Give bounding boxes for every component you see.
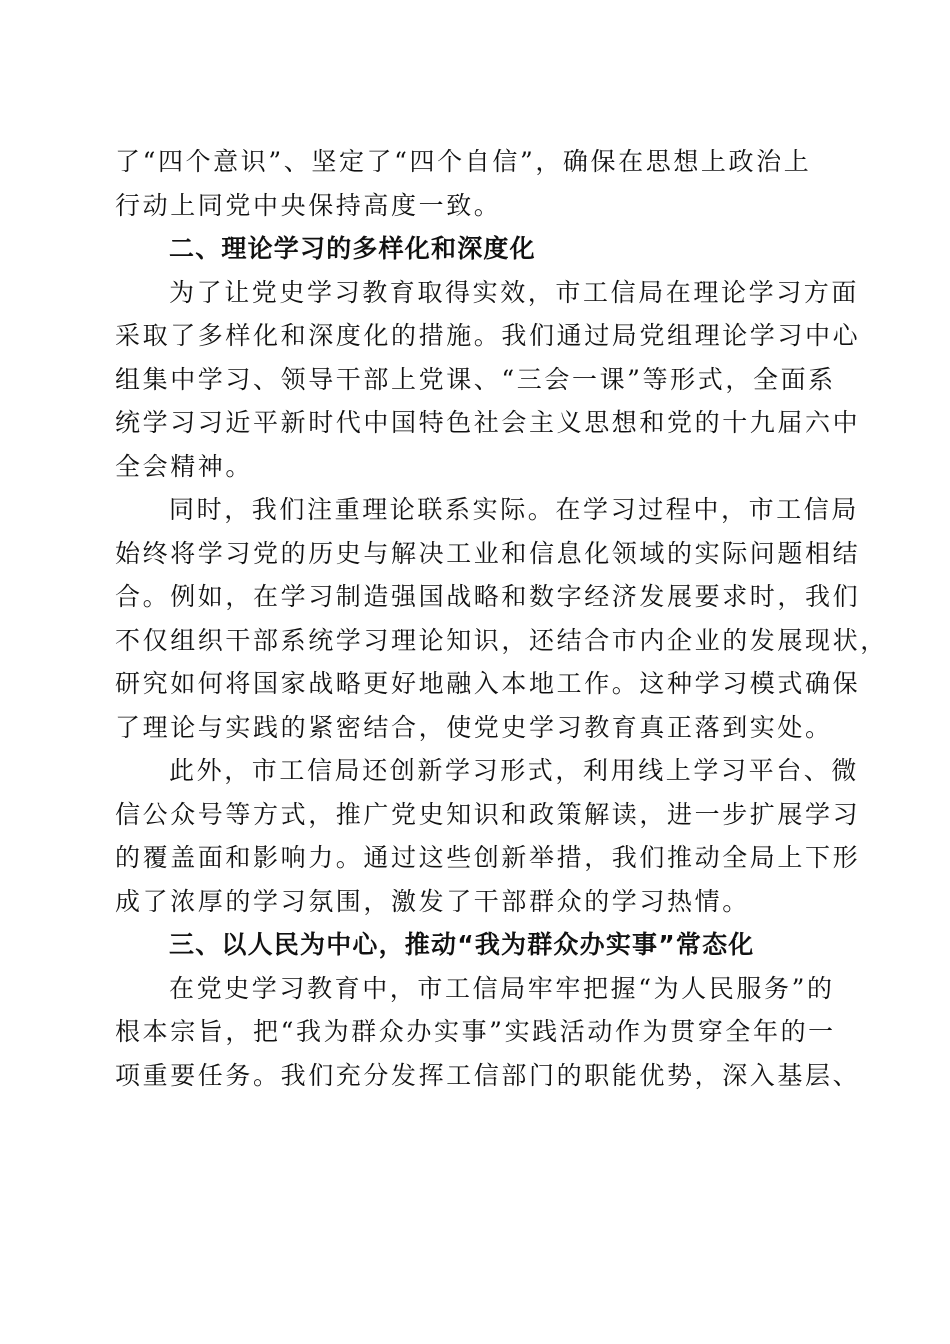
paragraph-line: 统学习习近平新时代中国特色社会主义思想和党的十九届六中 [115, 408, 861, 437]
section-heading-2: 二、理论学习的多样化和深度化 [169, 234, 536, 263]
paragraph-line: 了“四个意识”、坚定了“四个自信”，确保在思想上政治上 [115, 147, 812, 176]
paragraph-line: 同时，我们注重理论联系实际。在学习过程中，市工信局 [169, 495, 860, 524]
paragraph-line: 信公众号等方式，推广党史知识和政策解读，进一步扩展学习 [115, 799, 861, 829]
paragraph-line: 采取了多样化和深度化的措施。我们通过局党组理论学习中心 [115, 321, 861, 350]
document-body [115, 140, 888, 1097]
paragraph-line: 根本宗旨，把“我为群众办实事”实践活动作为贯穿全年的一 [115, 1017, 836, 1046]
section-heading-3: 三、以人民为中心，推动“我为群众办实事”常态化 [169, 930, 755, 959]
paragraph-line: 不仅组织干部系统学习理论知识，还结合市内企业的发展现状， [115, 625, 888, 655]
paragraph-line: 研究如何将国家战略更好地融入本地工作。这种学习模式确保 [115, 669, 861, 698]
paragraph-line: 此外，市工信局还创新学习形式，利用线上学习平台、微 [169, 756, 860, 785]
paragraph-line: 在党史学习教育中，市工信局牢牢把握“为人民服务”的 [169, 973, 835, 1003]
paragraph-line: 始终将学习党的历史与解决工业和信息化领域的实际问题相结 [115, 538, 861, 568]
paragraph-line: 行动上同党中央保持高度一致。 [115, 190, 502, 220]
paragraph-line: 组集中学习、领导干部上党课、“三会一课”等形式，全面系 [115, 364, 836, 394]
paragraph-line: 成了浓厚的学习氛围，激发了干部群众的学习热情。 [115, 886, 750, 916]
paragraph-line: 项重要任务。我们充分发挥工信部门的职能优势，深入基层、 [115, 1060, 861, 1090]
paragraph-line: 了理论与实践的紧密结合，使党史学习教育真正落到实处。 [115, 712, 833, 742]
paragraph-line: 合。例如，在学习制造强国战略和数字经济发展要求时，我们 [115, 582, 861, 611]
paragraph-line: 为了让党史学习教育取得实效，市工信局在理论学习方面 [169, 277, 860, 307]
paragraph-line: 的覆盖面和影响力。通过这些创新举措，我们推动全局上下形 [115, 843, 861, 872]
paragraph-line: 全会精神。 [115, 451, 254, 481]
